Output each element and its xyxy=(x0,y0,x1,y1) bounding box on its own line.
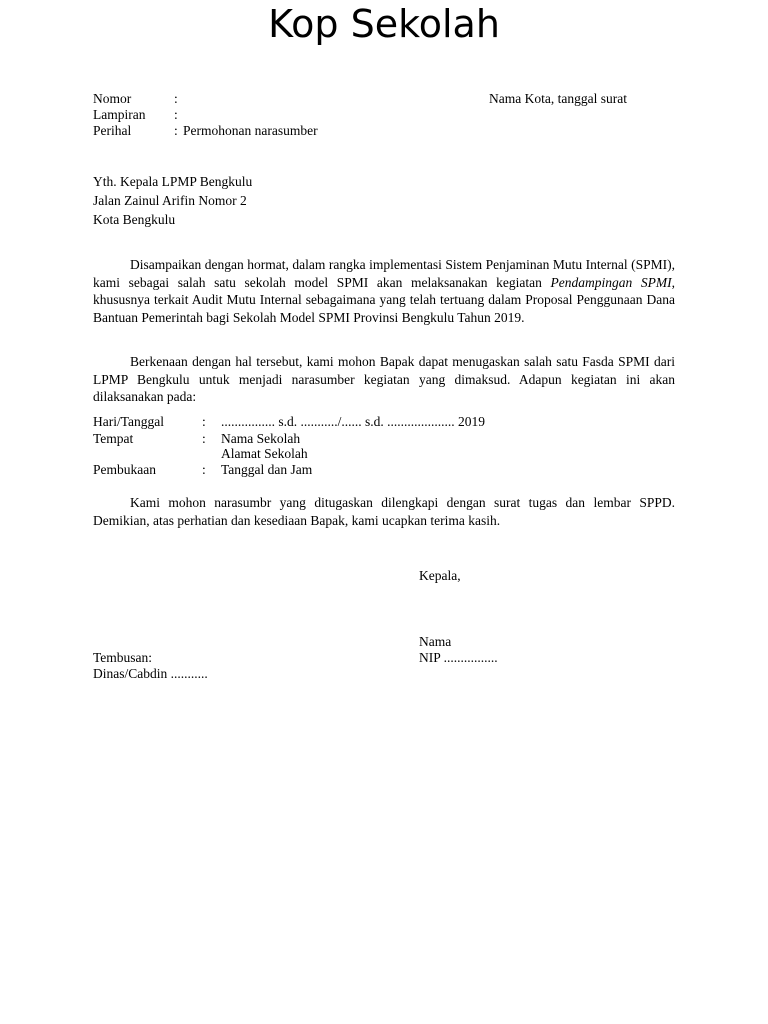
perihal-label: Perihal xyxy=(93,123,132,138)
tempat-label: Tempat xyxy=(93,431,134,446)
paragraph-2-text: Berkenaan dengan hal tersebut, kami mohon Bapak dapat menugaskan salah satu Fasda SPMI dari LPMP Bengkulu untuk menjadi narasumber kegiatan yang dimaksud. Adapun kegiatan ini akan dilaksanakan pada: xyxy=(93,354,675,404)
perihal-separator: : xyxy=(174,123,178,138)
body-paragraph-1 xyxy=(93,256,675,326)
tempat-separator: : xyxy=(202,431,206,446)
pembukaan-separator: : xyxy=(202,462,206,477)
paragraph-3-text: Kami mohon narasumbr yang ditugaskan dilengkapi dengan surat tugas dan lembar SPPD. Demikian, atas perhatian dan kesediaan Bapak, kami ucapkan terima kasih. xyxy=(93,495,675,528)
lampiran-separator: : xyxy=(174,107,178,122)
paragraph-1-text-a: Disampaikan dengan hormat, dalam rangka implementasi Sistem Penjaminan Mutu Internal (SPMI), kami sebagai salah satu sekolah model SPMI akan melaksanakan kegiatan xyxy=(93,257,675,290)
lampiran-label: Lampiran xyxy=(93,107,146,122)
signature-title: Kepala, xyxy=(419,568,461,583)
letterhead-title: Kop Sekolah xyxy=(268,2,500,46)
hari-tanggal-separator: : xyxy=(202,414,206,429)
body-paragraph-3 xyxy=(93,494,675,529)
recipient-line-1: Yth. Kepala LPMP Bengkulu xyxy=(93,174,253,189)
tempat-value-2: Alamat Sekolah xyxy=(221,446,308,461)
perihal-value: Permohonan narasumber xyxy=(183,123,318,138)
nomor-label: Nomor xyxy=(93,91,132,106)
signature-name: Nama xyxy=(419,634,452,649)
signature-nip: NIP ................ xyxy=(419,650,498,665)
place-date: Nama Kota, tanggal surat xyxy=(489,91,627,106)
nomor-separator: : xyxy=(174,91,178,106)
tempat-value-1: Nama Sekolah xyxy=(221,431,301,446)
pembukaan-value: Tanggal dan Jam xyxy=(221,462,313,477)
tembusan-label: Tembusan: xyxy=(93,650,153,665)
hari-tanggal-value: ................ s.d. .........../...... s.d. .................... 2019 xyxy=(221,414,486,429)
pembukaan-label: Pembukaan xyxy=(93,462,156,477)
tembusan-item: Dinas/Cabdin ........... xyxy=(93,666,208,681)
hari-tanggal-label: Hari/Tanggal xyxy=(93,414,165,429)
body-paragraph-2 xyxy=(93,353,675,406)
recipient-line-2: Jalan Zainul Arifin Nomor 2 xyxy=(93,193,247,208)
recipient-line-3: Kota Bengkulu xyxy=(93,212,176,227)
paragraph-1-emphasis: Pendampingan SPMI xyxy=(550,274,672,290)
paragraph-1-text-b: , khususnya terkait Audit Mutu Internal sebagaimana yang telah tertuang dalam Proposal Penggunaan Dana Bantuan Pemerintah bagi Sekolah Model SPMI Provinsi Bengkulu Tahun 2019. xyxy=(93,274,675,325)
